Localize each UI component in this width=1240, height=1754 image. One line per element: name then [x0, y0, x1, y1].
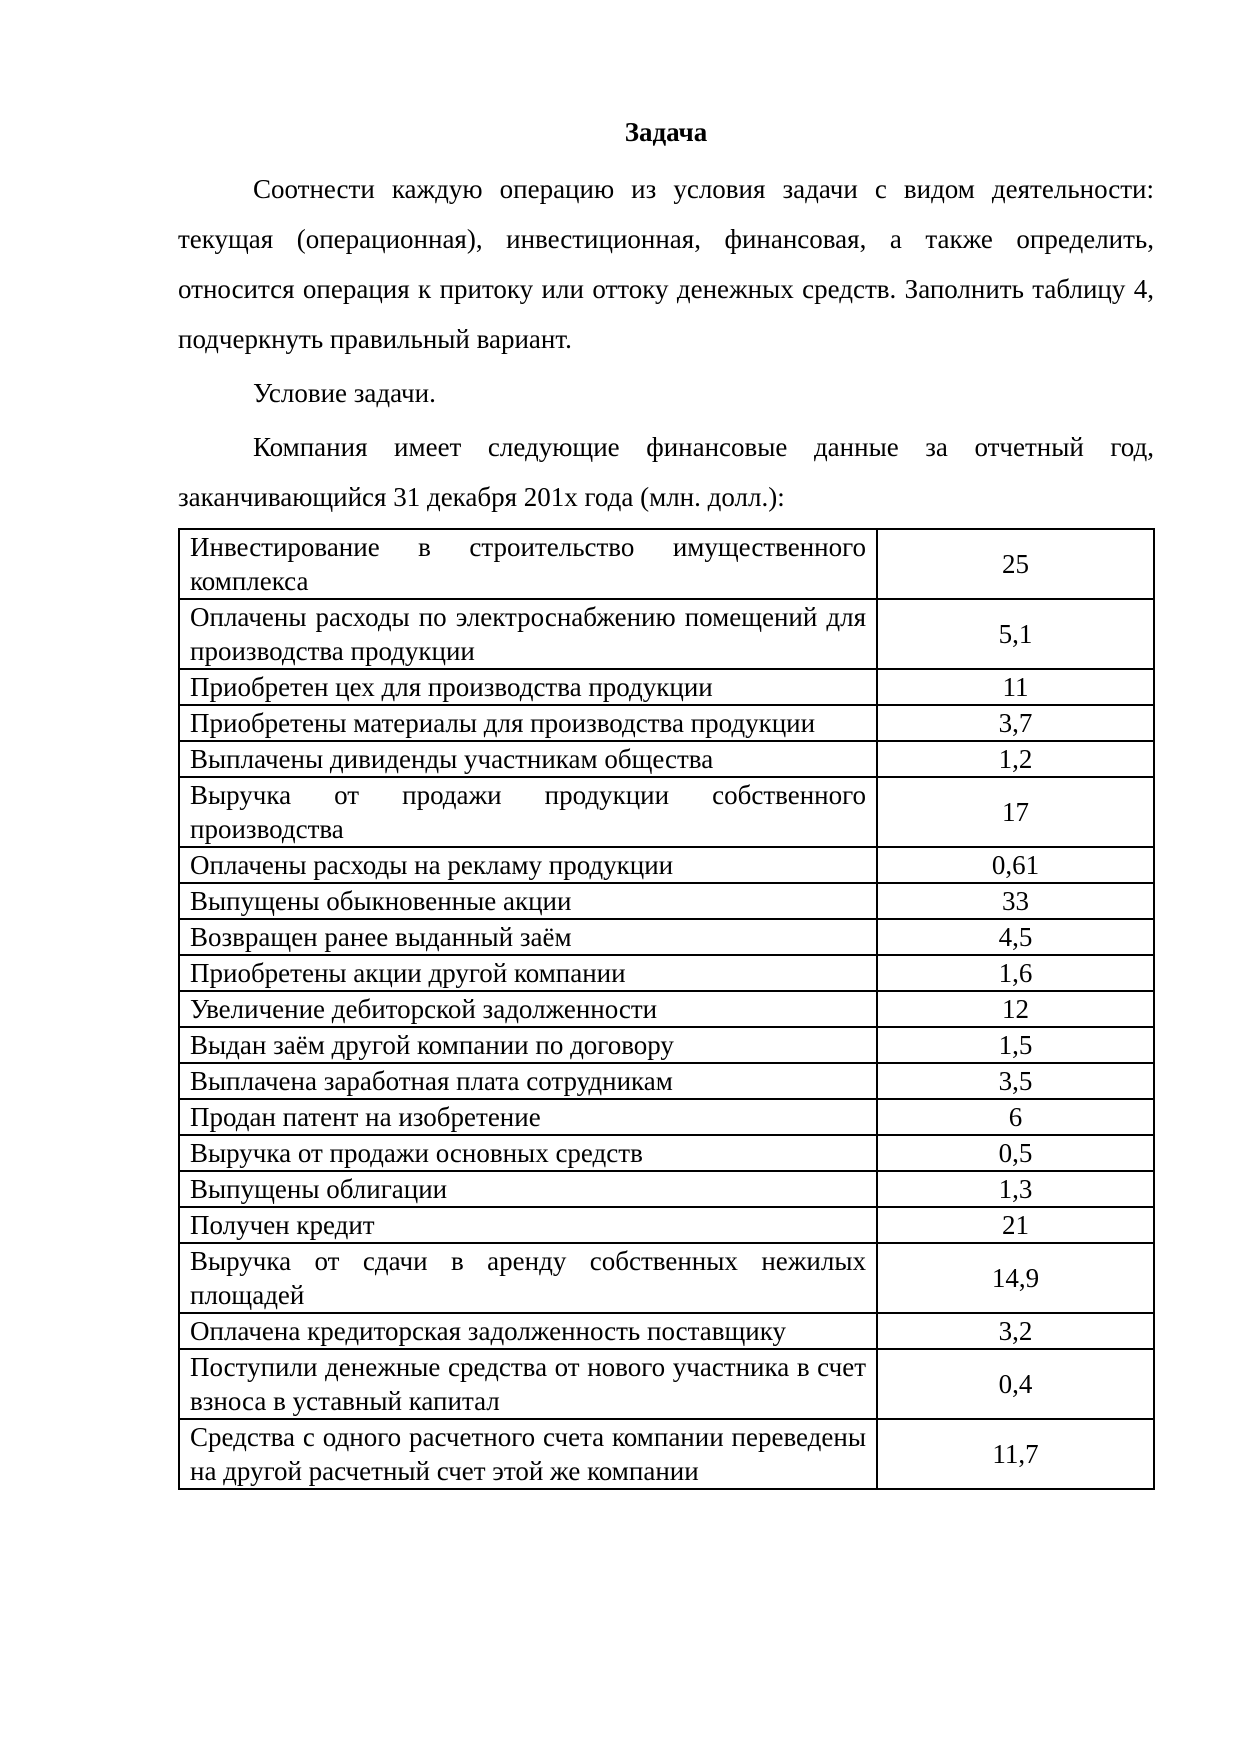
operation-value: 1,5 [877, 1027, 1154, 1063]
table-row [179, 741, 1154, 777]
table-row [179, 1171, 1154, 1207]
operation-name: Получен кредит [179, 1207, 877, 1243]
operation-name: Поступили денежные средства от нового участника в счет взноса в уставный капитал [179, 1349, 877, 1419]
operation-name: Выручка от продажи основных средств [179, 1135, 877, 1171]
table-row [179, 1419, 1154, 1489]
operation-name: Возвращен ранее выданный заём [179, 919, 877, 955]
table-row [179, 1099, 1154, 1135]
operation-value: 0,5 [877, 1135, 1154, 1171]
operation-name: Оплачена кредиторская задолженность поставщику [179, 1313, 877, 1349]
operation-value: 0,4 [877, 1349, 1154, 1419]
operation-name: Инвестирование в строительство имущественного комплекса [179, 529, 877, 599]
intro-paragraph: Компания имеет следующие финансовые данные за отчетный год, заканчивающийся 31 декабря 201х года (млн. долл.): [178, 432, 1154, 512]
operation-value: 14,9 [877, 1243, 1154, 1313]
operation-value: 33 [877, 883, 1154, 919]
operation-name: Приобретен цех для производства продукции [179, 669, 877, 705]
operation-value: 1,2 [877, 741, 1154, 777]
table-row [179, 1135, 1154, 1171]
operation-name: Выдан заём другой компании по договору [179, 1027, 877, 1063]
table-row [179, 1243, 1154, 1313]
table-row [179, 883, 1154, 919]
table-row [179, 1349, 1154, 1419]
operation-value: 3,2 [877, 1313, 1154, 1349]
operation-value: 25 [877, 529, 1154, 599]
document-title: Задача [624, 117, 708, 147]
operation-name: Оплачены расходы по электроснабжению помещений для производства продукции [179, 599, 877, 669]
operation-value: 21 [877, 1207, 1154, 1243]
operation-value: 12 [877, 991, 1154, 1027]
table-row [179, 847, 1154, 883]
operation-value: 11,7 [877, 1419, 1154, 1489]
operation-value: 0,61 [877, 847, 1154, 883]
operation-name: Выпущены обыкновенные акции [179, 883, 877, 919]
operation-name: Приобретены акции другой компании [179, 955, 877, 991]
operation-value: 17 [877, 777, 1154, 847]
operation-value: 6 [877, 1099, 1154, 1135]
operation-value: 11 [877, 669, 1154, 705]
operation-name: Выплачена заработная плата сотрудникам [179, 1063, 877, 1099]
operation-value: 5,1 [877, 599, 1154, 669]
table-row [179, 1207, 1154, 1243]
table-row [179, 1313, 1154, 1349]
operation-name: Выручка от сдачи в аренду собственных нежилых площадей [179, 1243, 877, 1313]
task-paragraph: Соотнести каждую операцию из условия задачи с видом деятельности: текущая (операционная), инвестиционная, финансовая, а также определить, относится операция к притоку или оттоку денежных средств. Заполнить таблицу 4, подчеркнуть правильный вариант. [178, 174, 1154, 354]
table-row [179, 529, 1154, 599]
operation-value: 1,6 [877, 955, 1154, 991]
operation-name: Оплачены расходы на рекламу продукции [179, 847, 877, 883]
operation-name: Продан патент на изобретение [179, 1099, 877, 1135]
operation-name: Увеличение дебиторской задолженности [179, 991, 877, 1027]
table-row [179, 955, 1154, 991]
operations-table [178, 528, 1155, 1490]
table-row [179, 919, 1154, 955]
table-row [179, 705, 1154, 741]
condition-heading: Условие задачи. [253, 378, 436, 408]
table-row [179, 777, 1154, 847]
operation-value: 4,5 [877, 919, 1154, 955]
operation-name: Выпущены облигации [179, 1171, 877, 1207]
operation-name: Выплачены дивиденды участникам общества [179, 741, 877, 777]
document-content [178, 112, 1154, 1490]
operation-name: Приобретены материалы для производства продукции [179, 705, 877, 741]
operation-name: Выручка от продажи продукции собственного производства [179, 777, 877, 847]
table-row [179, 991, 1154, 1027]
table-row [179, 599, 1154, 669]
table-row [179, 1027, 1154, 1063]
operation-value: 3,7 [877, 705, 1154, 741]
operation-value: 3,5 [877, 1063, 1154, 1099]
operation-name: Средства с одного расчетного счета компании переведены на другой расчетный счет этой же компании [179, 1419, 877, 1489]
table-row [179, 1063, 1154, 1099]
operation-value: 1,3 [877, 1171, 1154, 1207]
table-row [179, 669, 1154, 705]
